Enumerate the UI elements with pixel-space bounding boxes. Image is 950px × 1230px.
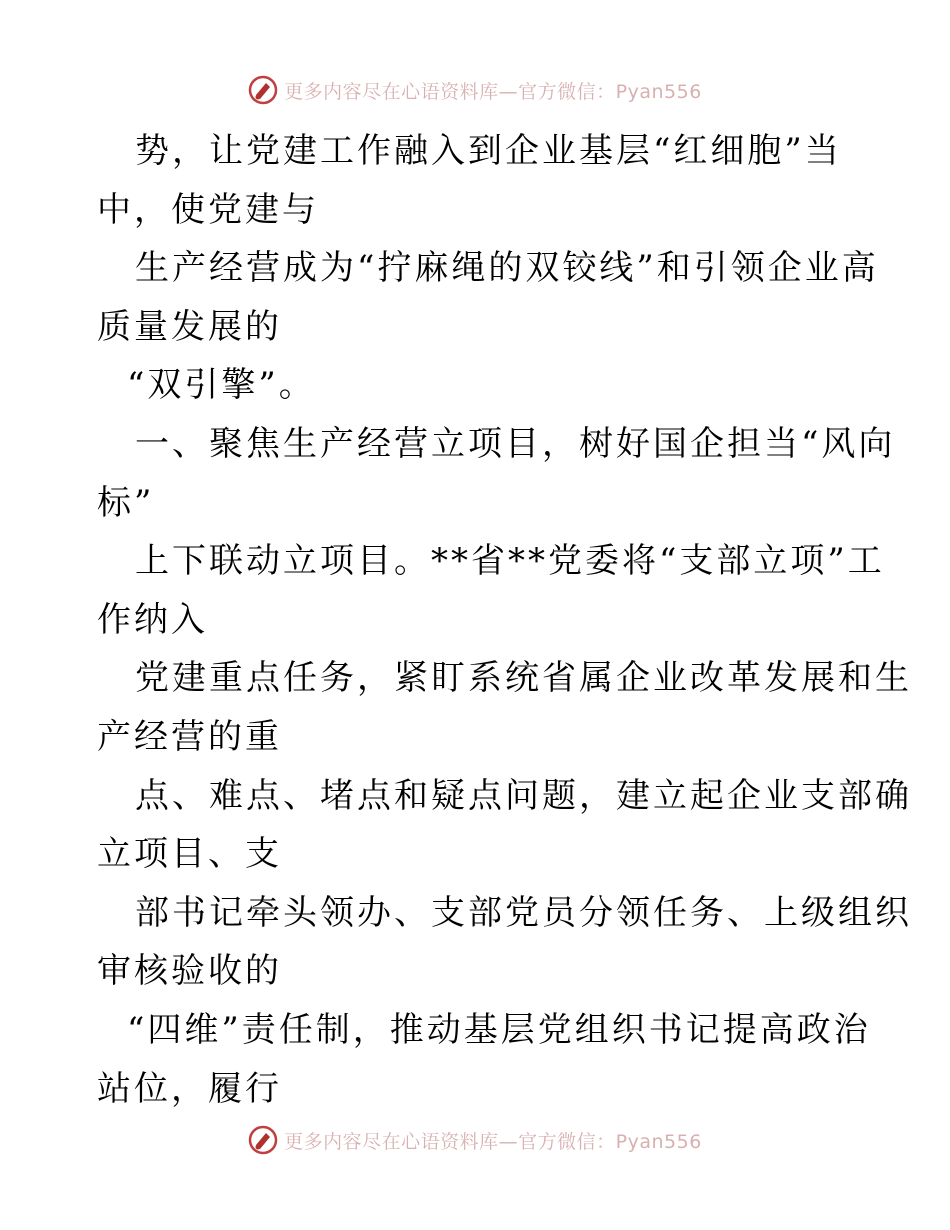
text-line: “双引擎”。: [127, 365, 316, 406]
text-line: 产经营的重: [97, 716, 282, 757]
header-banner: [0, 70, 950, 110]
text-line: 立项目、支: [97, 834, 282, 875]
text-line: “四维”责任制，推动基层党组织书记提高政治: [127, 1009, 871, 1050]
text-line: 势，让党建工作融入到企业基层“红细胞”当: [135, 131, 842, 171]
text-line: 站位，履行: [97, 1068, 282, 1109]
text-line: 审核验收的: [97, 951, 282, 992]
footer-banner-text: 更多内容尽在心语资料库—官方微信：Pyan556: [284, 1130, 702, 1153]
brand-logo-icon: [248, 75, 278, 105]
text-line: 上下联动立项目。**省**党委将“支部立项”工: [135, 541, 885, 582]
brand-logo-icon: [248, 1125, 278, 1155]
text-line: 部书记牵头领办、支部党员分领任务、上级组织: [135, 892, 912, 933]
text-line: 作纳入: [97, 599, 208, 640]
text-line: 点、难点、堵点和疑点问题，建立起企业支部确: [135, 775, 912, 816]
text-line: 生产经营成为“拧麻绳的双铰线”和引领企业高: [135, 248, 879, 289]
footer-banner: [0, 1120, 950, 1160]
text-line: 标”: [97, 482, 155, 523]
text-line: 党建重点任务，紧盯系统省属企业改革发展和生: [135, 658, 912, 699]
text-line: 质量发展的: [97, 306, 282, 347]
document-body: [97, 122, 912, 1118]
header-banner-text: 更多内容尽在心语资料库—官方微信：Pyan556: [284, 80, 702, 103]
text-line: 一、聚焦生产经营立项目，树好国企担当“风向: [135, 423, 896, 464]
text-line: 中，使党建与: [97, 189, 319, 230]
